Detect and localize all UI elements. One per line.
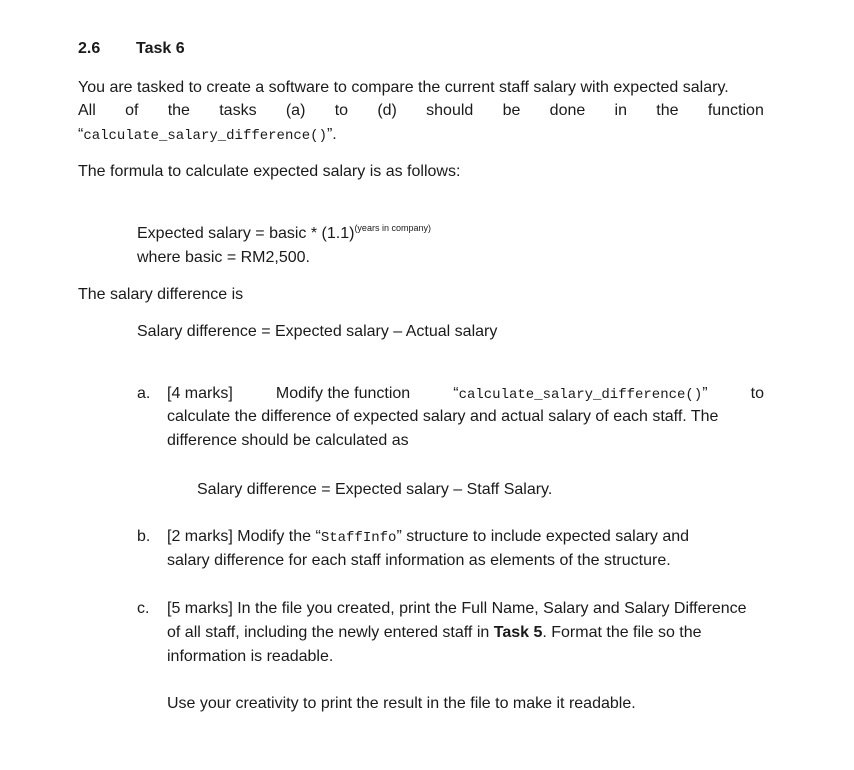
intro-word: in	[614, 102, 627, 119]
formula-intro: The formula to calculate expected salary is as follows:	[78, 163, 461, 180]
intro-word: (d)	[377, 102, 397, 119]
task-a-modify-text: Modify the function	[275, 385, 411, 402]
diff-intro: The salary difference is	[78, 286, 244, 303]
task-c-marker: c.	[137, 600, 150, 617]
task-a-line-1	[167, 382, 764, 407]
intro-word: All	[78, 102, 96, 119]
task-a-formula: Salary difference = Expected salary – Staff Salary.	[197, 481, 553, 498]
task-b-pre: [2 marks] Modify the “	[167, 528, 321, 545]
intro-word: tasks	[219, 102, 257, 119]
section-title: Task 6	[136, 40, 185, 57]
task-c-line-2-pre: of all staff, including the newly entered staff in	[167, 624, 490, 641]
section-number: 2.6	[78, 40, 101, 57]
task-c-line-2-post: . Format the file so the	[542, 624, 702, 641]
function-name-code: calculate_salary_difference()	[83, 128, 327, 144]
task-a-marker: a.	[137, 385, 151, 402]
struct-name-code: StaffInfo	[320, 530, 397, 546]
task-a-function	[453, 382, 707, 407]
intro-word: the	[167, 102, 190, 119]
expected-formula-base: Expected salary = basic * (1.1)	[137, 225, 355, 242]
task-b-line-2: salary difference for each staff information as elements of the structure.	[167, 552, 671, 569]
basic-value-line: where basic = RM2,500.	[137, 249, 310, 266]
expected-formula-exponent: (years in company)	[354, 223, 431, 233]
salary-difference-formula: Salary difference = Expected salary – Actual salary	[137, 323, 498, 340]
function-name-code: calculate_salary_difference()	[458, 387, 703, 403]
intro-word: be	[502, 102, 521, 119]
intro-word: to	[334, 102, 349, 119]
intro-line-3	[78, 123, 337, 148]
task-a-marks: [4 marks]	[167, 385, 233, 402]
intro-word: (a)	[285, 102, 306, 119]
task-c-line-3: information is readable.	[167, 648, 334, 665]
intro-word: function	[707, 102, 764, 119]
task-a-line-2: calculate the difference of expected salary and actual salary of each staff. The	[167, 408, 719, 425]
task-b-post: ” structure to include expected salary and	[396, 528, 690, 545]
close-quote: ”.	[326, 126, 337, 143]
intro-line-1: You are tasked to create a software to compare the current staff salary with expected salary.	[78, 79, 729, 96]
task-c-note: Use your creativity to print the result in the file to make it readable.	[167, 695, 636, 712]
open-quote: “	[453, 385, 459, 402]
task-c-line-1: [5 marks] In the file you created, print the Full Name, Salary and Salary Difference	[167, 600, 747, 617]
intro-line-2	[78, 99, 764, 123]
close-quote: ”	[702, 385, 708, 402]
task-5-reference: Task 5	[493, 624, 543, 641]
expected-salary-formula	[137, 222, 431, 246]
task-a-line-3: difference should be calculated as	[167, 432, 409, 449]
task-a-to: to	[750, 385, 764, 402]
intro-word: done	[549, 102, 586, 119]
task-b-line-1	[167, 525, 689, 550]
intro-word: of	[125, 102, 139, 119]
open-quote: “	[78, 126, 84, 143]
intro-word: the	[656, 102, 679, 119]
intro-word: should	[426, 102, 474, 119]
task-b-marker: b.	[137, 528, 151, 545]
task-c-line-2	[167, 621, 702, 645]
